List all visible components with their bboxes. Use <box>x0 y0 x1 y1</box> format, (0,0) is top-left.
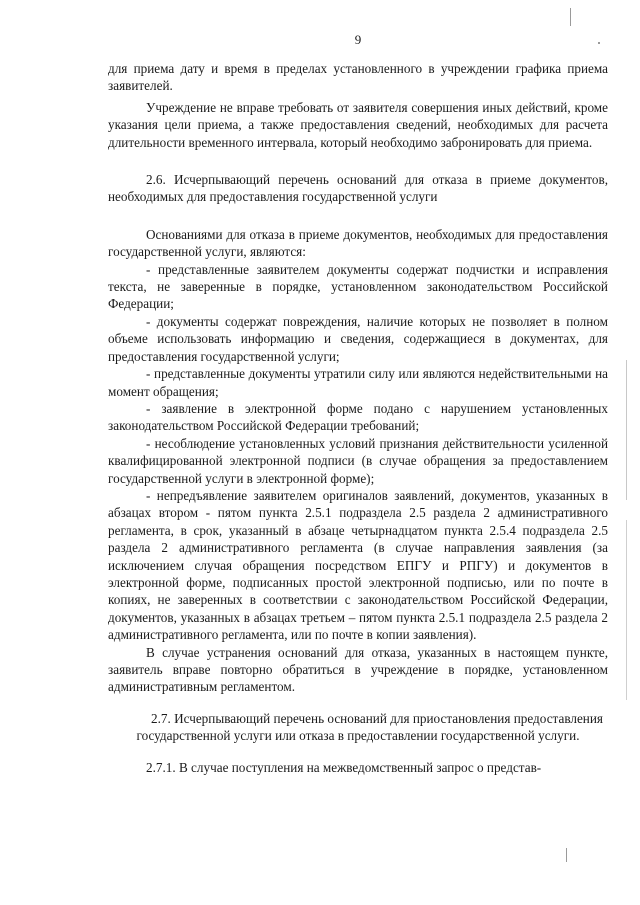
scan-artifact <box>566 848 567 862</box>
spacer <box>108 151 608 171</box>
list-item-expired: - представленные документы утратили силу или являются недействительными на момент обращения; <box>108 366 608 399</box>
spacer <box>108 696 608 710</box>
list-item-originals: - непредъявление заявителем оригиналов заявлений, документов, указанных в абзацах втором - пятом пункта 2.5.1 подраздела 2.5 раздела 2 административного регламента, в срок, указанный в абзаце четырнадцатом пункта 2.5.4 подраздела 2.5 раздела 2 административного регламента (в случае направления заявления (за исключением случая обращения посредством ЕПГУ и РПГУ) и документов в электронной форме, подписанных простой электронной подписью, или по почте в копиях, не заверенных в соответствии с законодательством Российской Федерации, документов, указанных в абзацах третьем – пятом пункта 2.5.1 подраздела 2.5 раздела 2 административного регламента, или по почте в копии заявления). <box>108 487 608 643</box>
page-number: 9 <box>354 32 362 47</box>
paragraph-institution-restriction: Учреждение не вправе требовать от заявителя совершения иных действий, кроме указания цели приема, а также предоставления сведений, необходимых для расчета длительности временного интервала, который необходимо забронировать для приема. <box>108 99 608 150</box>
list-item-signature: - несоблюдение установленных условий признания действительности усиленной квалифицированной электронной подписи (в случае обращения за предоставлением государственной услуги в электронной форме); <box>108 435 608 486</box>
scan-artifact <box>598 42 600 44</box>
scan-artifact <box>626 520 627 700</box>
paragraph-reapply: В случае устранения оснований для отказа, указанных в настоящем пункте, заявитель вправе повторно обратиться в учреждение в порядке, установленном административным регламентом. <box>108 644 608 695</box>
list-item-electronic-violation: - заявление в электронной форме подано с нарушением установленных законодательством Российской Федерации требований; <box>108 400 608 434</box>
section-heading-2-7: 2.7. Исчерпывающий перечень оснований для приостановления предоставления государственной услуги или отказа в предоставлении государственной услуги. <box>136 710 603 744</box>
list-item-damage: - документы содержат повреждения, наличие которых не позволяет в полном объеме использовать информацию и сведения, содержащиеся в документах, для предоставления государственной услуги; <box>108 313 608 364</box>
paragraph-grounds-intro: Основаниями для отказа в приеме документов, необходимых для предоставления государственной услуги, являются: <box>108 226 608 260</box>
spacer <box>108 206 608 226</box>
paragraph-reception-schedule: для приема дату и время в пределах установленного в учреждении графика приема заявителей. <box>108 61 608 94</box>
paragraph-2-7-1: 2.7.1. В случае поступления на межведомственный запрос о представ- <box>146 759 542 775</box>
spacer <box>108 745 608 759</box>
scan-artifact <box>570 8 571 26</box>
scan-artifact <box>626 360 627 500</box>
section-heading-2-6: 2.6. Исчерпывающий перечень оснований для отказа в приеме документов, необходимых для предоставления государственной услуги <box>108 172 608 205</box>
list-item-erasures: - представленные заявителем документы содержат подчистки и исправления текста, не заверенные в порядке, установленном законодательством Российской Федерации; <box>108 261 608 312</box>
document-body <box>108 60 608 776</box>
